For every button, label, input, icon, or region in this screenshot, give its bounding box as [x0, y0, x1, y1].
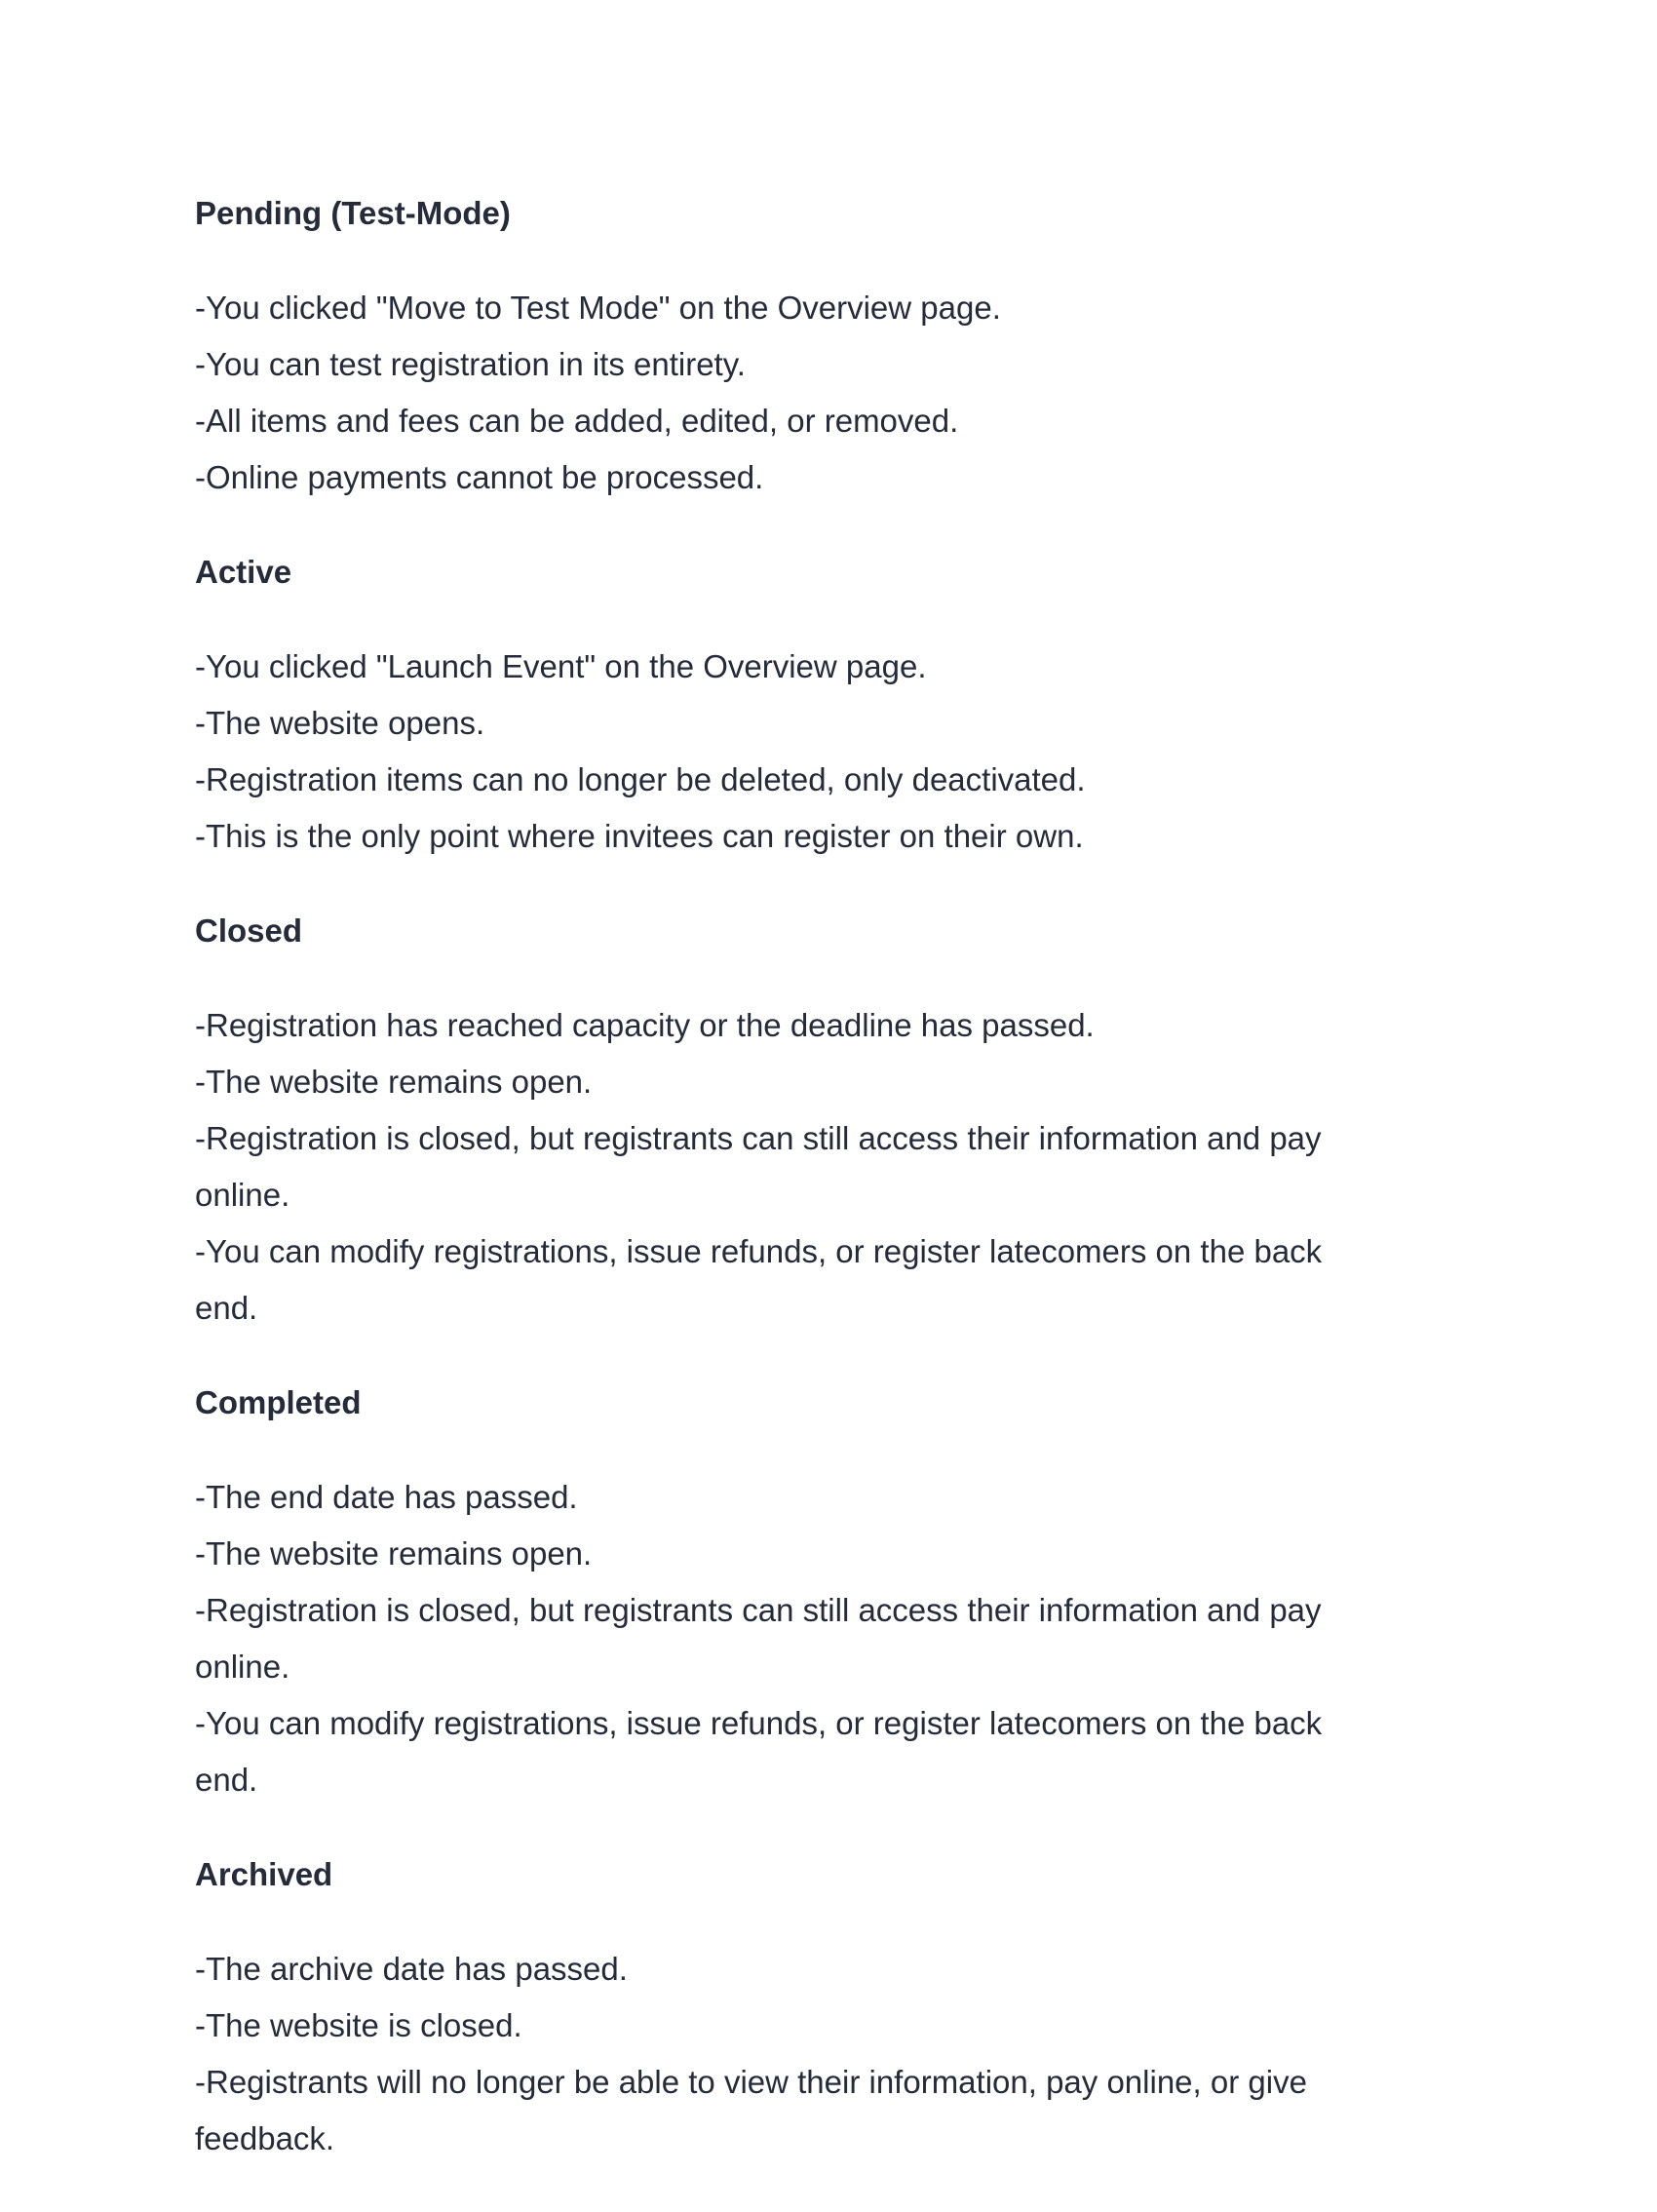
- list-item: -The website is closed.: [195, 2007, 522, 2043]
- list-item: -Registrants will no longer be able to view their information, pay online, or give feedback.: [195, 2064, 1307, 2156]
- list-item: -You clicked "Move to Test Mode" on the Overview page.: [195, 290, 1001, 326]
- section-items: [195, 997, 1345, 1337]
- section-archived: [195, 1853, 1482, 2167]
- list-item: -You can modify registrations, issue refunds, or register latecomers on the back end.: [195, 1705, 1323, 1798]
- list-item: -The archive date has passed.: [195, 1951, 628, 1987]
- list-item: -The end date has passed.: [195, 1479, 578, 1515]
- list-item: -All items and fees can be added, edited, or removed.: [195, 403, 959, 439]
- list-item: -The website remains open.: [195, 1535, 593, 1572]
- list-item: -You can modify registrations, issue refunds, or register latecomers on the back end.: [195, 1233, 1323, 1326]
- list-item: -Registration is closed, but registrants can still access their information and pay online.: [195, 1120, 1322, 1213]
- section-completed: [195, 1381, 1482, 1808]
- list-item: -Registration is closed, but registrants can still access their information and pay online.: [195, 1592, 1322, 1685]
- list-item: -Online payments cannot be processed.: [195, 459, 764, 495]
- list-item: -The website opens.: [195, 705, 485, 741]
- section-heading: Completed: [195, 1384, 362, 1420]
- section-heading: Archived: [195, 1856, 333, 1892]
- list-item: -Registration has reached capacity or the deadline has passed.: [195, 1007, 1095, 1043]
- list-item: -The website remains open.: [195, 1064, 593, 1100]
- section-heading: Active: [195, 554, 292, 590]
- section-items: [195, 639, 1345, 865]
- section-active: [195, 551, 1482, 865]
- list-item: -Registration items can no longer be deleted, only deactivated.: [195, 761, 1086, 797]
- section-items: [195, 280, 1345, 506]
- section-items: [195, 1941, 1345, 2167]
- section-heading: Closed: [195, 912, 303, 949]
- list-item: -You clicked "Launch Event" on the Overview page.: [195, 648, 927, 684]
- section-pending: [195, 192, 1482, 506]
- document-page: [195, 192, 1482, 2212]
- list-item: -You can test registration in its entirety.: [195, 346, 746, 382]
- section-closed: [195, 910, 1482, 1337]
- list-item: -This is the only point where invitees can register on their own.: [195, 818, 1084, 854]
- section-items: [195, 1469, 1345, 1808]
- section-heading: Pending (Test-Mode): [195, 195, 511, 231]
